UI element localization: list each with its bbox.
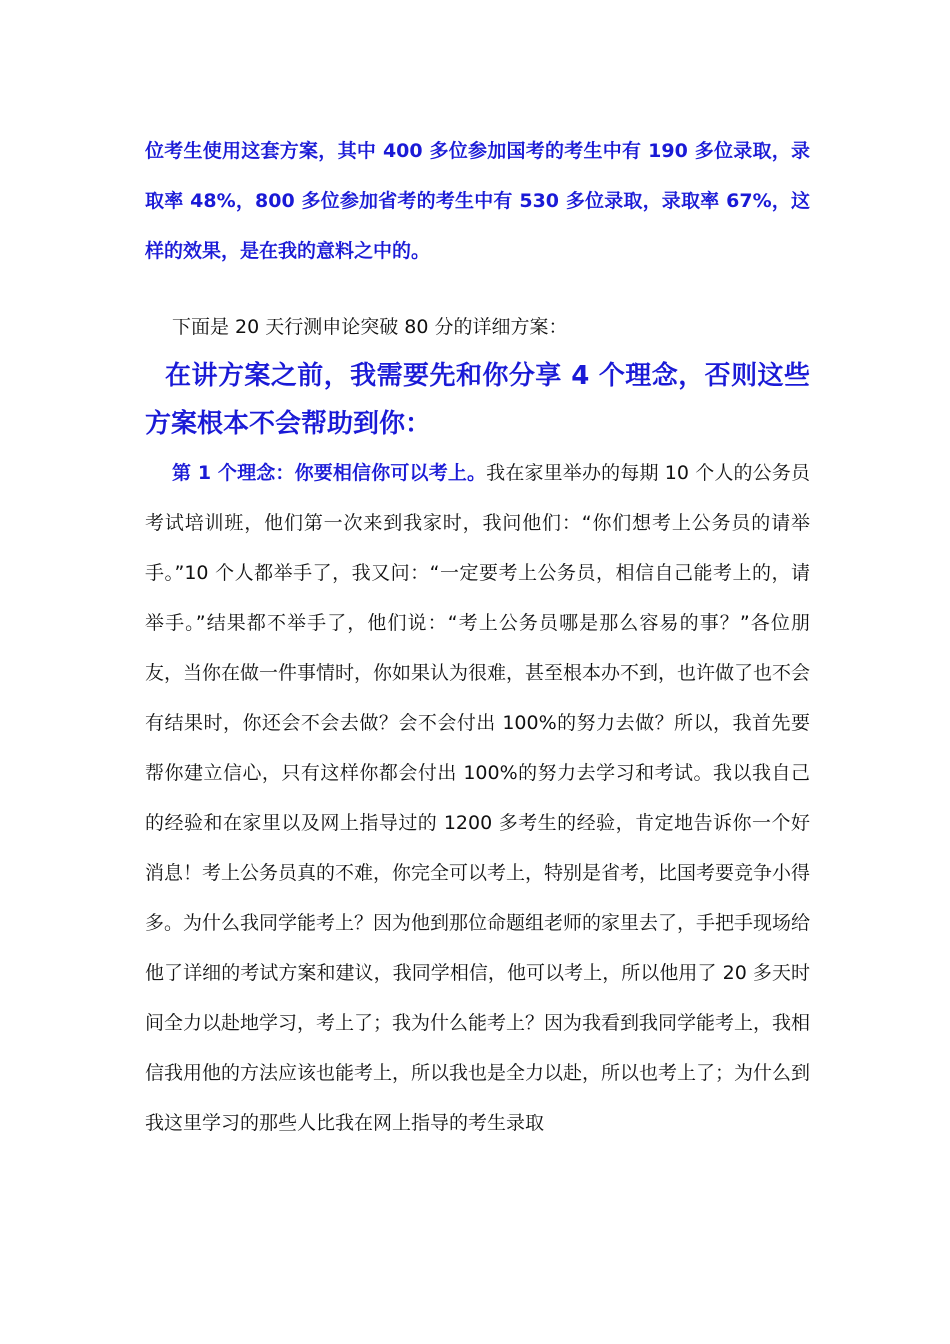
section-heading: 在讲方案之前，我需要先和你分享 4 个理念，否则这些方案根本不会帮助到你：	[145, 361, 810, 439]
intro-line: 下面是 20 天行测申论突破 80 分的详细方案：	[172, 316, 568, 338]
concept-1-body: 我在家里举办的每期 10 个人的公务员考试培训班，他们第一次来到我家时，我问他们：“你们想考上公务员的请举手。”10 个人都举手了，我又问：“一定要考上公务员，相信自己能考上的，请举手。”结果都不举手了，他们说：“考上公务员哪是那么容易的事？”各位朋友，当你在做一件事情时，你如果认为很难，甚至根本办不到，也许做了也不会有结果时，你还会不会去做？会不会付出 100%的努力去做？所以，我首先要帮你建立信心，只有这样你都会付出 100%的努力去学习和考试。我以我自己的经验和在家里以及网上指导过的 1200 多考生的经验，肯定地告诉你一个好消息！考上公务员真的不难，你完全可以考上，特别是省考，比国考要竞争小得多。为什么我同学能考上？因为他到那位命题组老师的家里去了，手把手现场给他了详细的考试方案和建议，我同学相信，他可以考上，所以他用了 20 多天时间全力以赴地学习，考上了；我为什么能考上？因为我看到我同学能考上，我相信我用他的方法应该也能考上，所以我也是全力以赴，所以也考上了；为什么到我这里学习的那些人比我在网上指导的考生录取	[145, 462, 811, 1134]
summary-paragraph: 位考生使用这套方案，其中 400 多位参加国考的考生中有 190 多位录取，录取率 48%，800 多位参加省考的考生中有 530 多位录取，录取率 67%，这样的效果，是在我的意料之中的。	[145, 140, 810, 262]
concept-1-paragraph	[145, 448, 810, 1148]
concept-1-lead: 第 1 个理念：你要相信你可以考上。	[172, 462, 487, 484]
